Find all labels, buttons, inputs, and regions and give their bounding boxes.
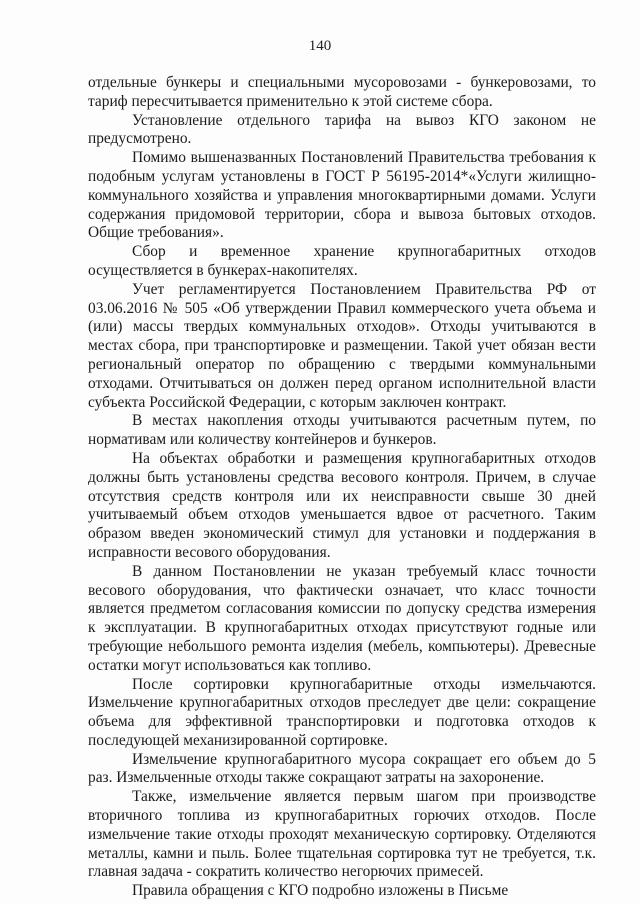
body-text [88,74,596,901]
paragraph: Помимо вышеназванных Постановлений Правительства требования к подобным услугам установлены в ГОСТ Р 56195-2014*«Услуги жилищно-коммунального хозяйства и управления многоквартирными домами. Услуги содержания придомовой территории, сбора и вывоза бытовых отходов. Общие требования». [88,149,596,242]
paragraph: На объектах обработки и размещения крупногабаритных отходов должны быть установлены средства весового контроля. Причем, в случае отсутствия средств контроля или их неисправности свыше 30 дней учитываемый объем отходов уменьшается вдвое от расчетного. Таким образом введен экономический стимул для установки и поддержания в исправности весового оборудования. [88,449,596,561]
paragraph: После сортировки крупногабаритные отходы измельчаются. Измельчение крупногабаритных отходов преследует две цели: сокращение объема для эффективной транспортировки и подготовка отходов к последующей механизированной сортировке. [88,675,596,749]
paragraph: В местах накопления отходы учитываются расчетным путем, по нормативам или количеству контейнеров и бункеров. [88,412,596,449]
page-number: 140 [308,38,332,54]
paragraph: Установление отдельного тарифа на вывоз КГО законом не предусмотрено. [88,111,596,148]
paragraph: Сбор и временное хранение крупногабаритных отходов осуществляется в бункерах-накопителях. [88,243,596,279]
paragraph: В данном Постановлении не указан требуемый класс точности весового оборудования, что фактически означает, что класс точности является предметом согласования комиссии по допуску средства измерения к эксплуатации. В крупногабаритных отходах присутствуют годные или требующие небольшого ремонта изделия (мебель, компьютеры). Древесные остатки могут использоваться как топливо. [88,562,596,674]
paragraph-continuation: отдельные бункеры и специальными мусоровозами - бункеровозами, то тариф пересчитывается применительно к этой системе сбора. [88,74,596,110]
paragraph: Измельчение крупногабаритного мусора сокращает его объем до 5 раз. Измельченные отходы также сокращают затраты на захоронение. [88,750,596,787]
paragraph: Правила обращения с КГО подробно изложены в Письме [132,882,509,900]
paragraph: Также, измельчение является первым шагом при производстве вторичного топлива из крупногабаритных горючих отходов. После измельчение такие отходы проходят механическую сортировку. Отделяются металлы, камни и пыль. Более тщательная сортировка тут не требуется, т.к. главная задача - сократить количество негорючих примесей. [88,788,596,881]
paragraph: Учет регламентируется Постановлением Правительства РФ от 03.06.2016 № 505 «Об утверждении Правил коммерческого учета объема и (или) массы твердых коммунальных отходов». Отходы учитываются в местах сбора, при транспортировке и размещении. Такой учет обязан вести региональный оператор по обращению с твердыми коммунальными отходами. Отчитываться он должен перед органом исполнительной власти субъекта Российской Федерации, с которым заключен контракт. [88,280,596,411]
